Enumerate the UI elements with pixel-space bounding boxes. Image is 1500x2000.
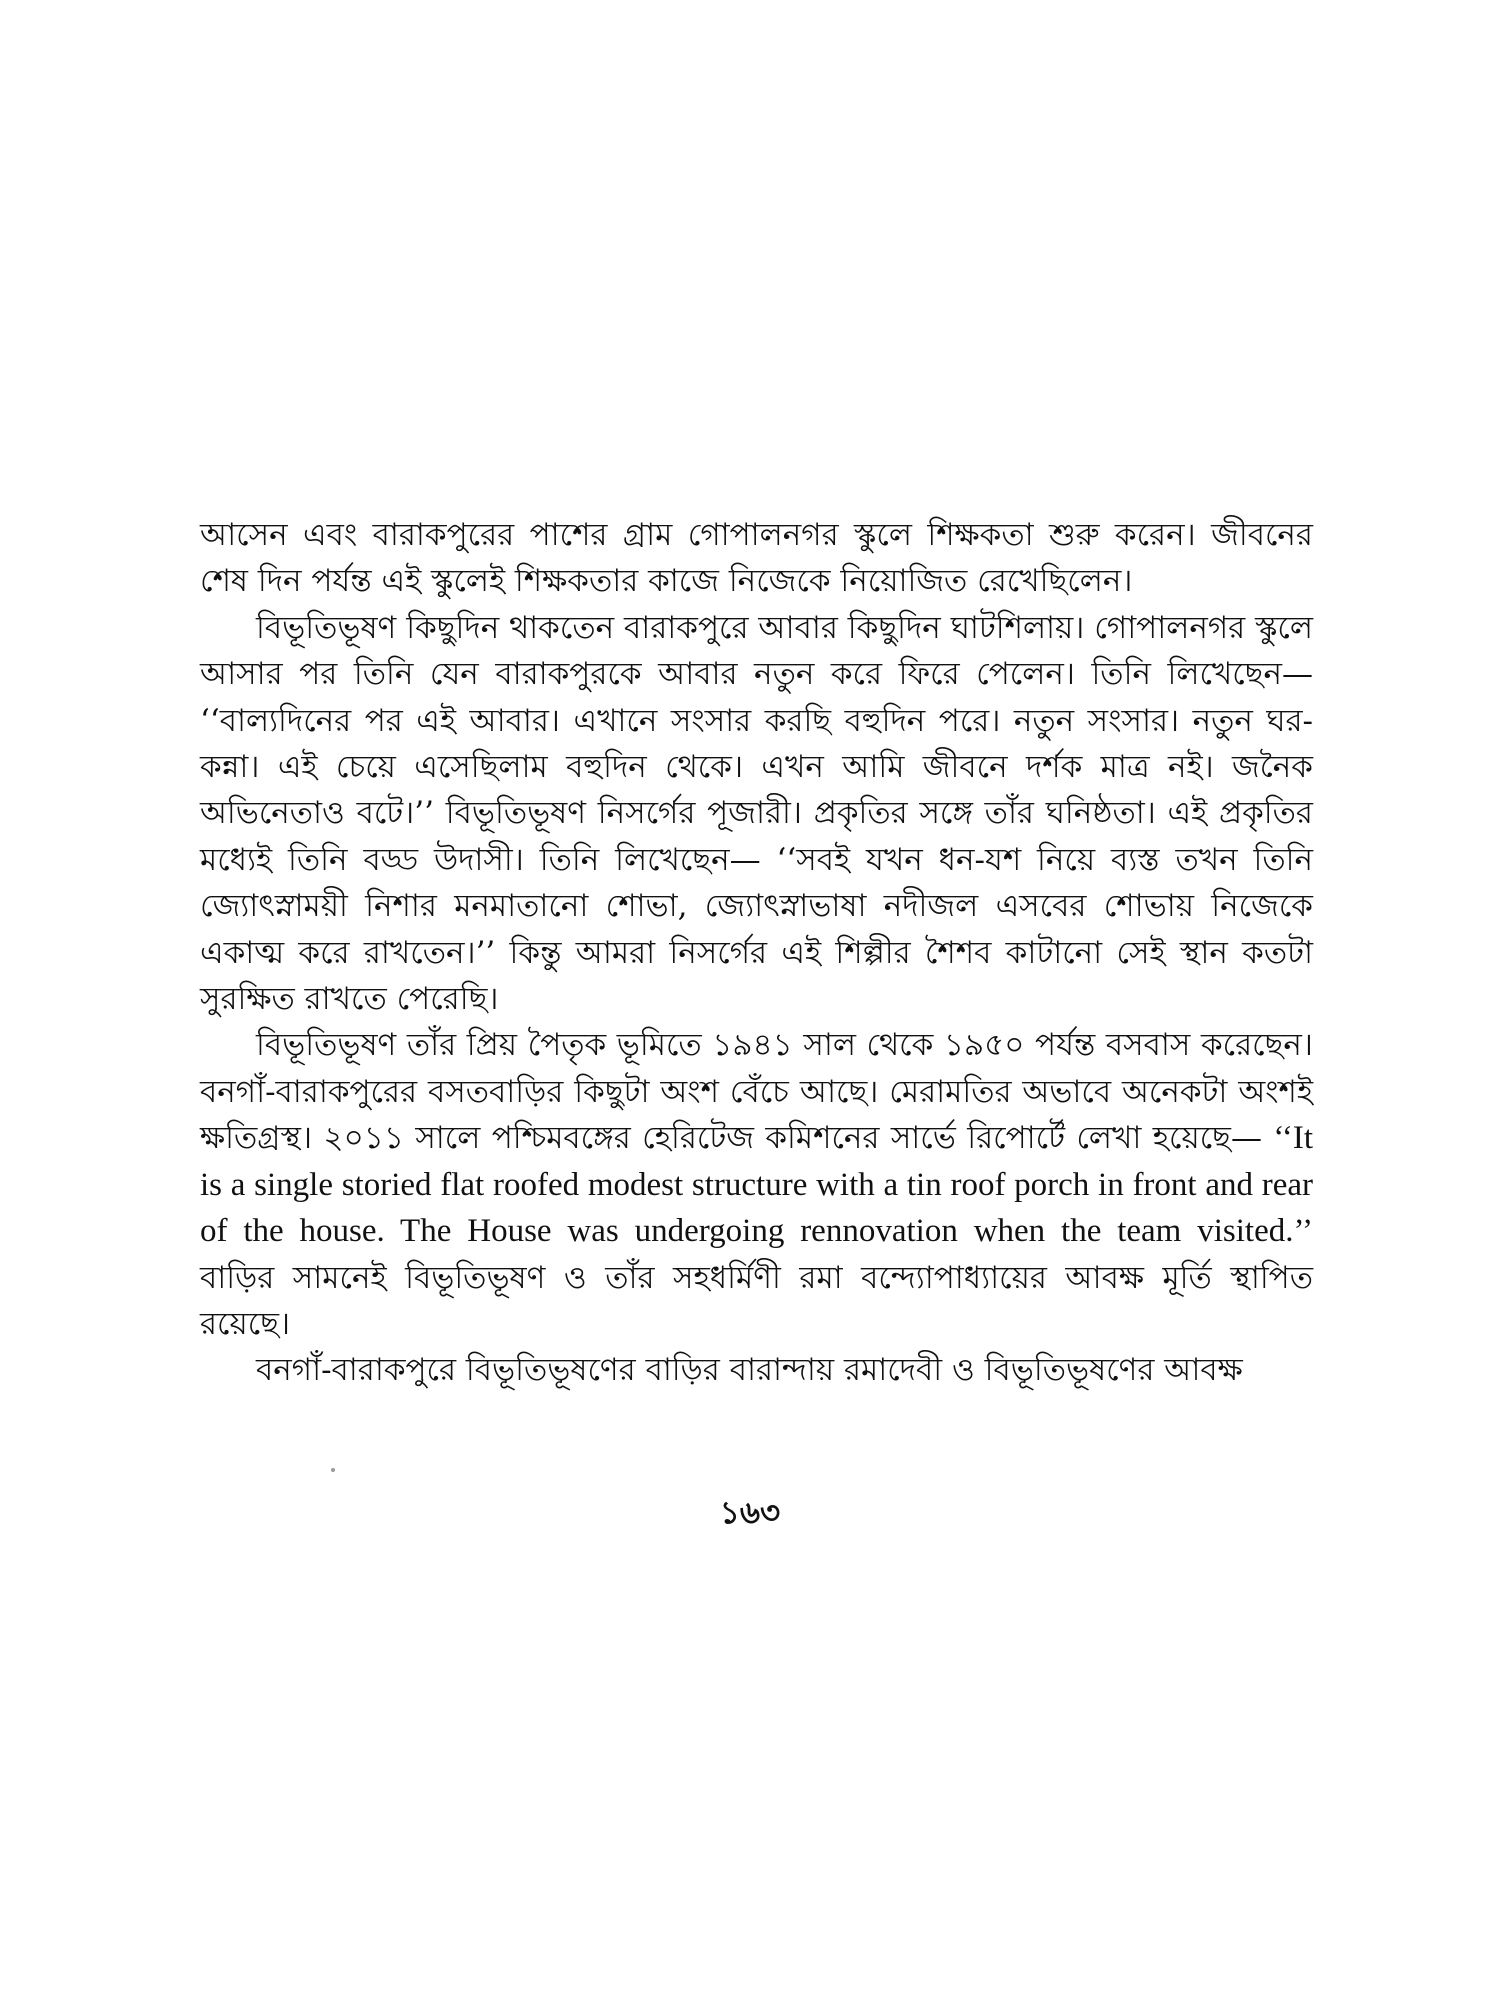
paragraph — [200, 1347, 1313, 1393]
english-quote: ‘‘It is a single storied flat roofed modest structure with a tin roof porch in front and rear of the house. The House was undergoing rennovation when the team visited.’’ — [200, 1120, 1313, 1250]
paragraph — [200, 512, 1313, 605]
paragraph-text: বিভূতিভূষণ তাঁর প্রিয় পৈতৃক ভূমিতে ১৯৪১ সাল থেকে ১৯৫০ পর্যন্ত বসবাস করেছেন। বনগাঁ-বারাকপুরের বসতবাড়ির কিছুটা অংশ বেঁচে আছে। মেরামতির অভাবে অনেকটা অংশই ক্ষতিগ্রস্থ। ২০১১ সালে পশ্চিমবঙ্গের হেরিটেজ কমিশনের সার্ভে রিপোর্টে লেখা হয়েছে— — [200, 1027, 1313, 1157]
paragraph-text: বাড়ির সামনেই বিভূতিভূষণ ও তাঁর সহধর্মিণী রমা বন্দ্যোপাধ্যায়ের আবক্ষ মূর্তি স্থাপিত রয়েছে। — [200, 1259, 1313, 1342]
paragraph-text: আসেন এবং বারাকপুরের পাশের গ্রাম গোপালনগর স্কুলে শিক্ষকতা শুরু করেন। জীবনের শেষ দিন পর্যন্ত এই স্কুলেই শিক্ষকতার কাজে নিজেকে নিয়োজিত রেখেছিলেন। — [200, 517, 1313, 600]
paragraph — [200, 605, 1313, 1023]
page-number: ১৬৩ — [719, 1495, 781, 1531]
paragraph — [200, 1022, 1313, 1347]
body-text — [200, 512, 1313, 1394]
paragraph-text: বনগাঁ-বারাকপুরে বিভূতিভূষণের বাড়ির বারান্দায় রমাদেবী ও বিভূতিভূষণের আবক্ষ — [256, 1352, 1243, 1389]
paper-speck — [331, 1468, 335, 1472]
paragraph-text: বিভূতিভূষণ কিছুদিন থাকতেন বারাকপুরে আবার কিছুদিন ঘাটশিলায়। গোপালনগর স্কুলে আসার পর তিনি যেন বারাকপুরকে আবার নতুন করে ফিরে পেলেন। তিনি লিখেছেন— ‘‘বাল্যদিনের পর এই আবার। এখানে সংসার করছি বহুদিন পরে। নতুন সংসার। নতুন ঘর-কন্না। এই চেয়ে এসেছিলাম বহুদিন থেকে। এখন আমি জীবনে দর্শক মাত্র নই। জনৈক অভিনেতাও বটে।’’ বিভূতিভূষণ নিসর্গের পূজারী। প্রকৃতির সঙ্গে তাঁর ঘনিষ্ঠতা। এই প্রকৃতির মধ্যেই তিনি বড্ড উদাসী। তিনি লিখেছেন— ‘‘সবই যখন ধন-যশ নিয়ে ব্যস্ত তখন তিনি জ্যোৎস্নাময়ী নিশার মনমাতানো শোভা, জ্যোৎস্নাভাষা নদীজল এসবের শোভায় নিজেকে একাত্ম করে রাখতেন।’’ কিন্তু আমরা নিসর্গের এই শিল্পীর শৈশব কাটানো সেই স্থান কতটা সুরক্ষিত রাখতে পেরেছি। — [200, 609, 1313, 1018]
